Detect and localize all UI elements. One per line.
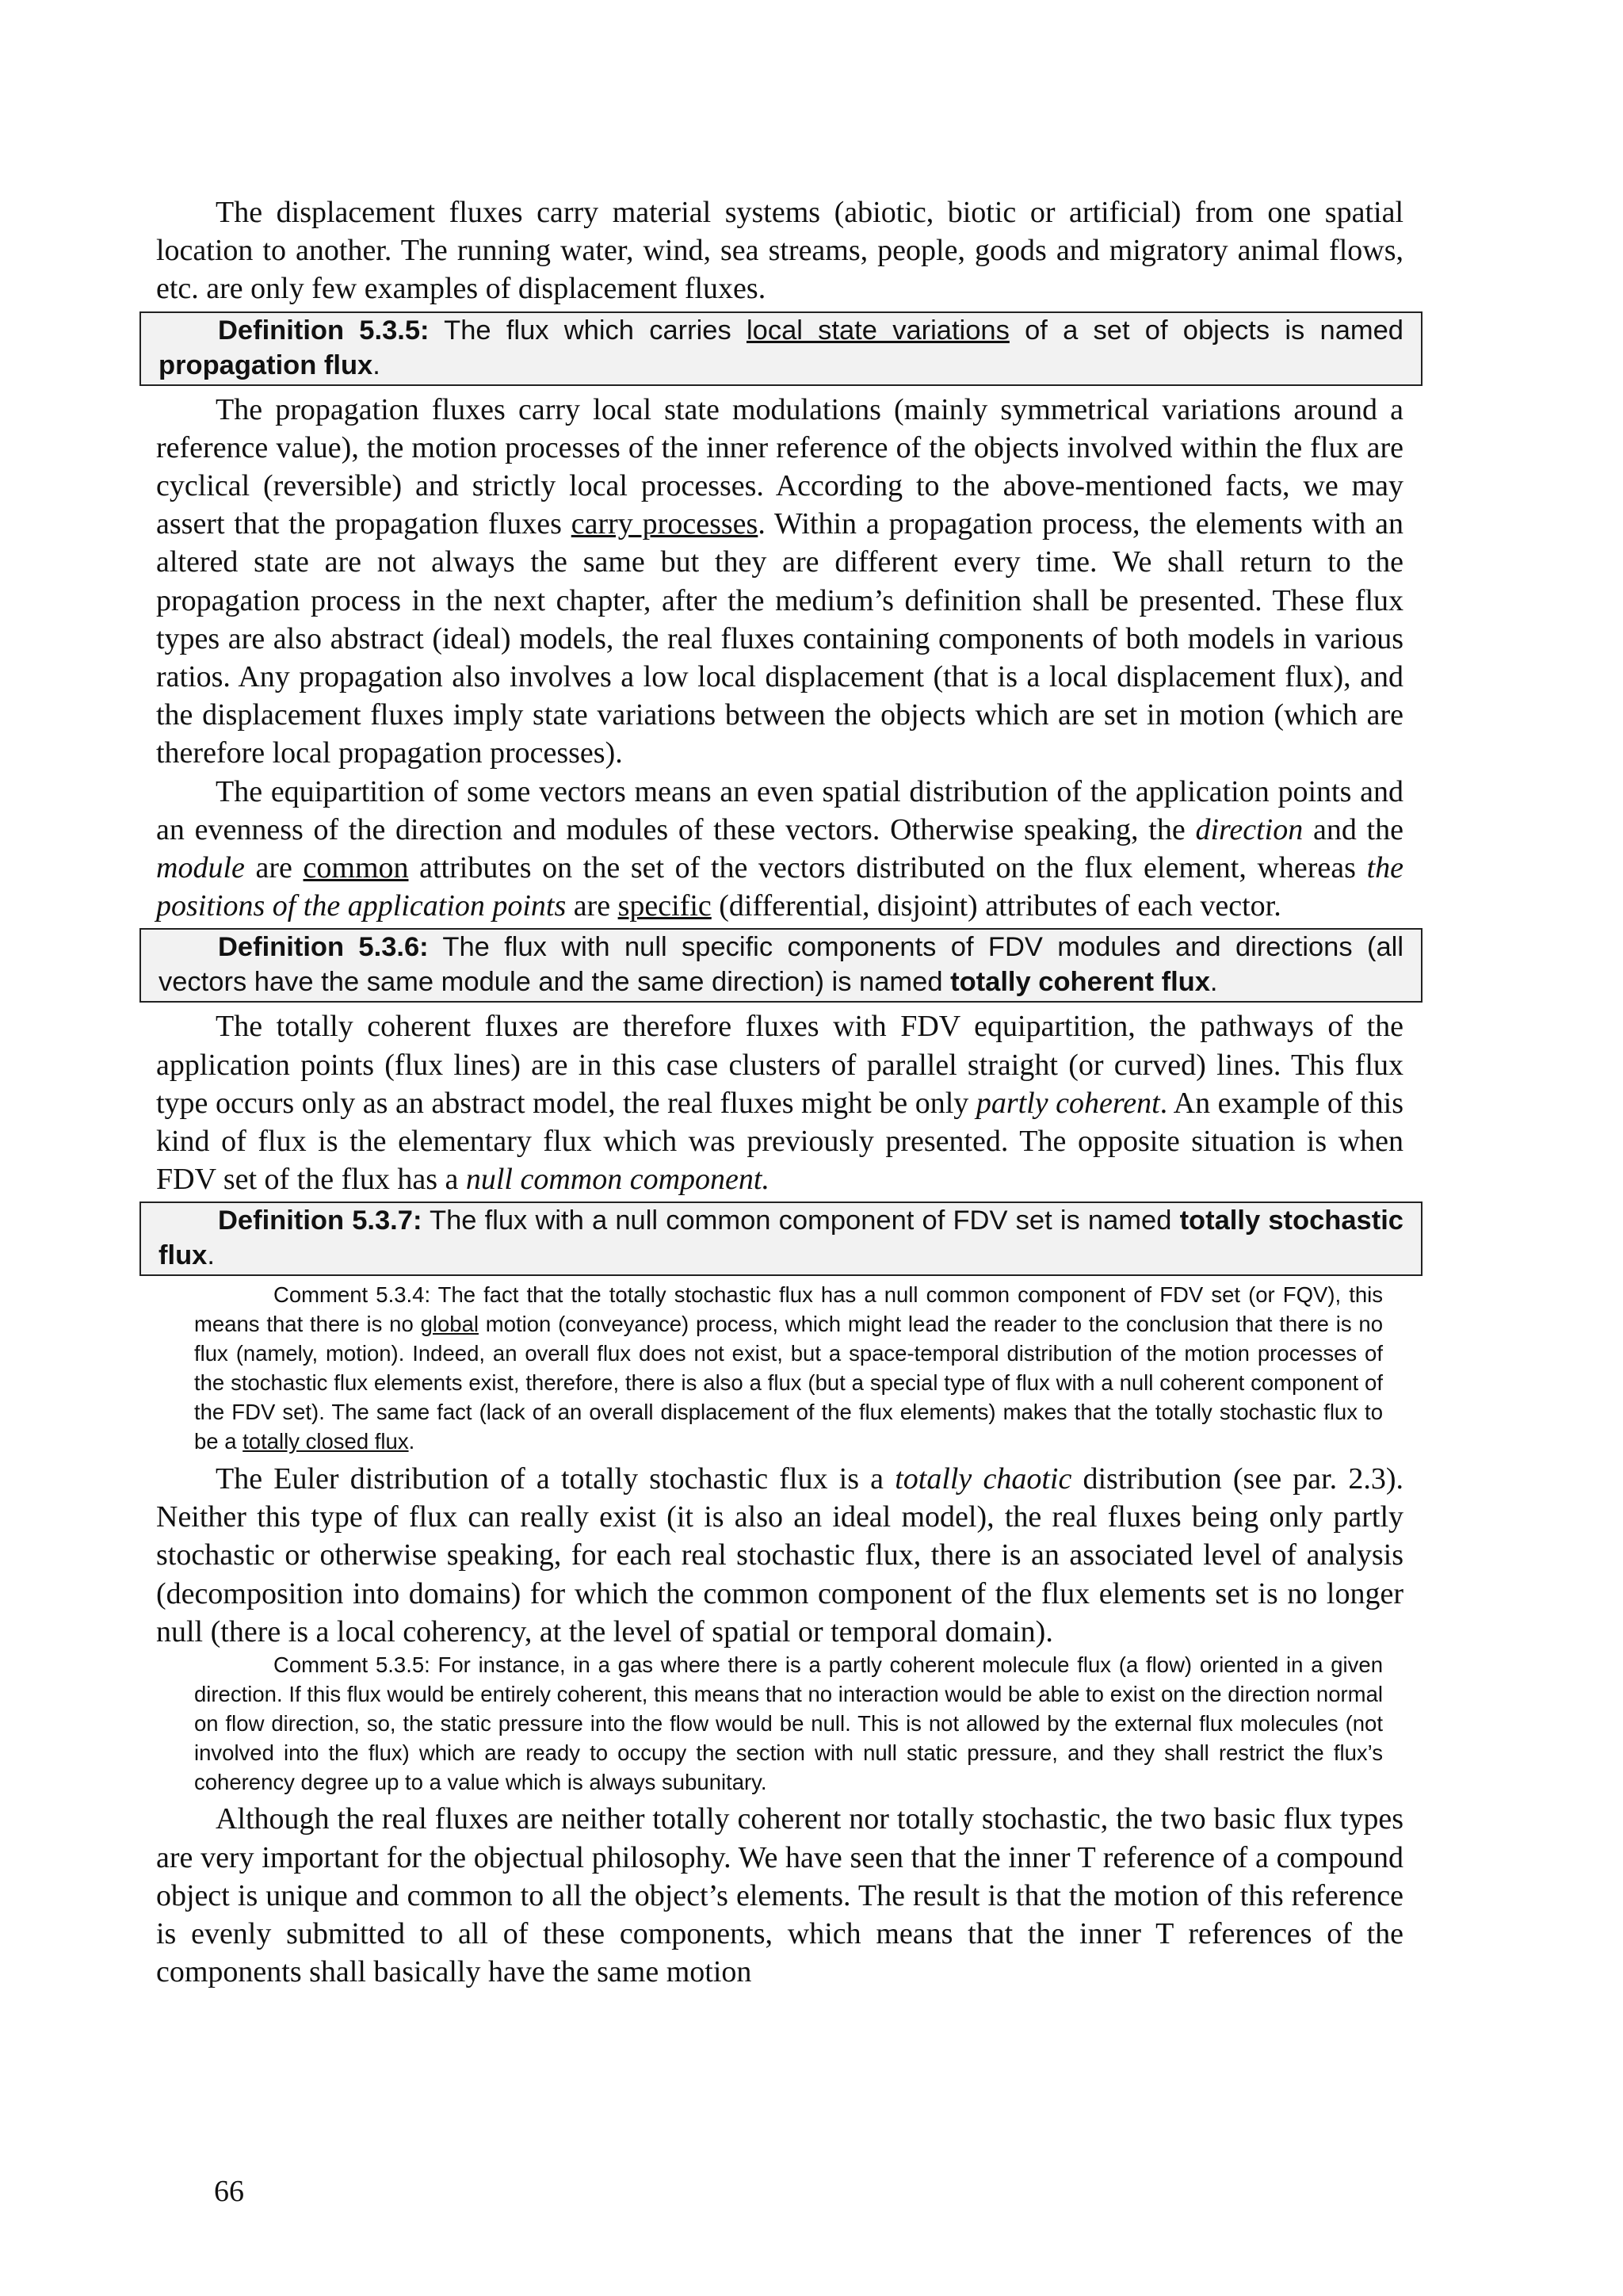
definition-label: Definition 5.3.5: — [218, 315, 430, 346]
paragraph-equipartition — [156, 773, 1403, 926]
definition-text: . — [372, 350, 380, 380]
paragraph-text: and the — [1303, 812, 1403, 846]
paragraph-text: Although the real fluxes are neither totally coherent nor totally stochastic, the two basic flux types are very important for the objectual philosophy. We have seen that the inner T reference of a compound object is unique and common to all the object’s elements. The result is that the motion of this reference is evenly submitted to all of these components, which means that the inner T references of the components shall basically have the same motion — [156, 1802, 1403, 1989]
paragraph-displacement-fluxes — [156, 193, 1403, 308]
paragraph-text: . An example of this kind of flux is the elementary flux which was previously presented. The opposite situation is when FDV set of the flux has a — [156, 1086, 1403, 1197]
paragraph-text: are — [244, 851, 304, 885]
comment-text: Comment 5.3.5: For instance, in a gas where there is a partly coherent molecule flux (a flow) oriented in a given direction. If this flux would be entirely coherent, this means that no interaction would be able to exist on the direction normal on flow direction, so, the static pressure into the flow would be null. This is not allowed by the external flux molecules (not involved into the flux) which are ready to occupy the section with null static pressure, and they shall restrict the flux’s coherency degree up to a value which is always subunitary. — [194, 1652, 1383, 1794]
italic-text: null common component. — [465, 1163, 769, 1197]
definition-label: Definition 5.3.6: — [218, 932, 429, 963]
paragraph-text: are — [566, 889, 618, 923]
definition-underlined-text: local state variations — [746, 315, 1010, 346]
definition-term: totally coherent flux — [950, 967, 1210, 998]
italic-text: partly coherent — [976, 1086, 1160, 1120]
underlined-text: carry processes — [571, 507, 758, 541]
italic-text: direction — [1195, 812, 1304, 846]
italic-text: totally chaotic — [895, 1461, 1072, 1496]
paragraph-text: . Within a propagation process, the elements with an altered state are not always the same but they are different every time. We shall return to the propagation process in the next chapter, after the medium’s definition shall be presented. These flux types are also abstract (ideal) models, the real fluxes containing components of both models in various ratios. Any propagation also involves a low local displacement (that is a local displacement flux), and the displacement fluxes imply state variations between the objects which are set in motion (which are therefore local propagation processes). — [156, 507, 1403, 770]
underlined-text: specific — [617, 889, 712, 923]
definition-term: propagation flux — [158, 350, 373, 380]
paragraph-text: The Euler distribution of a totally stochastic flux is a — [216, 1461, 896, 1496]
paragraph-text: The propagation fluxes carry local state modulations (mainly symmetrical variations around a reference value), the motion processes of the inner reference of the objects involved within the flux are cyclical (reversible) and strictly local processes. According to the above-mentioned facts, we may assert that the propagation fluxes — [156, 392, 1403, 541]
paragraph-propagation-fluxes — [156, 391, 1403, 773]
definition-5-3-5 — [139, 311, 1423, 386]
underlined-text: totally closed flux — [242, 1429, 409, 1454]
comment-5-3-5 — [194, 1651, 1383, 1797]
definition-text: The flux which carries — [429, 315, 747, 346]
paragraph-text: The equipartition of some vectors means an even spatial distribution of the application points and an evenness of the direction and modules of these vectors. Otherwise speaking, the — [156, 774, 1403, 846]
paragraph-text: The totally coherent fluxes are therefore fluxes with FDV equipartition, the pathways of the application points (flux lines) are in this case clusters of parallel straight (or curved) lines. This flux type occurs only as an abstract model, the real fluxes might be only — [156, 1010, 1403, 1120]
definition-text: . — [1209, 967, 1218, 998]
comment-text: motion (conveyance) process, which might lead the reader to the conclusion that there is no flux (namely, motion). Indeed, an overall flux does not exist, but a space-temporal distribution of the motion processes of the stochastic flux elements exist, therefore, there is also a flux (but a special type of flux with a null coherent component of the FDV set). The same fact (lack of an overall displacement of the flux elements) makes that the totally stochastic flux to be a — [194, 1312, 1383, 1454]
page-number: 66 — [214, 2175, 244, 2208]
definition-text: of a set of objects is named — [1009, 315, 1403, 346]
paragraph-text: The displacement fluxes carry material systems (abiotic, biotic or artificial) from one spatial location to another. The running water, wind, sea streams, people, goods and migratory animal flows, etc. are only few examples of displacement fluxes. — [156, 196, 1403, 306]
definition-5-3-7 — [139, 1201, 1423, 1276]
paragraph-real-fluxes — [156, 1800, 1403, 1991]
definition-text: The flux with null specific components of FDV modules and directions (all vectors have the same module and the same direction) is named — [158, 932, 1403, 998]
definition-text: The flux with a null common component of FDV set is named — [422, 1205, 1180, 1236]
underlined-text: global — [420, 1312, 479, 1337]
page-body — [156, 193, 1403, 1991]
paragraph-text: distribution (see par. 2.3). Neither this type of flux can really exist (it is also an ideal model), the real fluxes being only partly stochastic or otherwise speaking, for each real stochastic flux, there is an associated level of analysis (decomposition into domains) for which the common component of the flux elements set is no longer null (there is a local coherency, at the level of spatial or temporal domain). — [156, 1461, 1403, 1648]
paragraph-text: (differential, disjoint) attributes of each vector. — [711, 889, 1281, 923]
definition-label: Definition 5.3.7: — [218, 1205, 422, 1236]
definition-text: . — [207, 1240, 215, 1271]
comment-5-3-4 — [194, 1281, 1383, 1456]
underlined-text: common — [303, 851, 409, 885]
italic-text: the positions of the application points — [156, 851, 1403, 923]
comment-text: Comment 5.3.4: The fact that the totally stochastic flux has a null common component of FDV set (or FQV), this means that there is no — [194, 1282, 1383, 1337]
paragraph-text: attributes on the set of the vectors distributed on the flux element, whereas — [408, 851, 1367, 885]
definition-5-3-6 — [139, 928, 1423, 1003]
paragraph-totally-coherent — [156, 1007, 1403, 1198]
comment-text: . — [408, 1429, 415, 1454]
italic-text: module — [156, 851, 245, 885]
paragraph-euler-distribution — [156, 1460, 1403, 1651]
definition-term: totally stochastic flux — [158, 1205, 1403, 1271]
